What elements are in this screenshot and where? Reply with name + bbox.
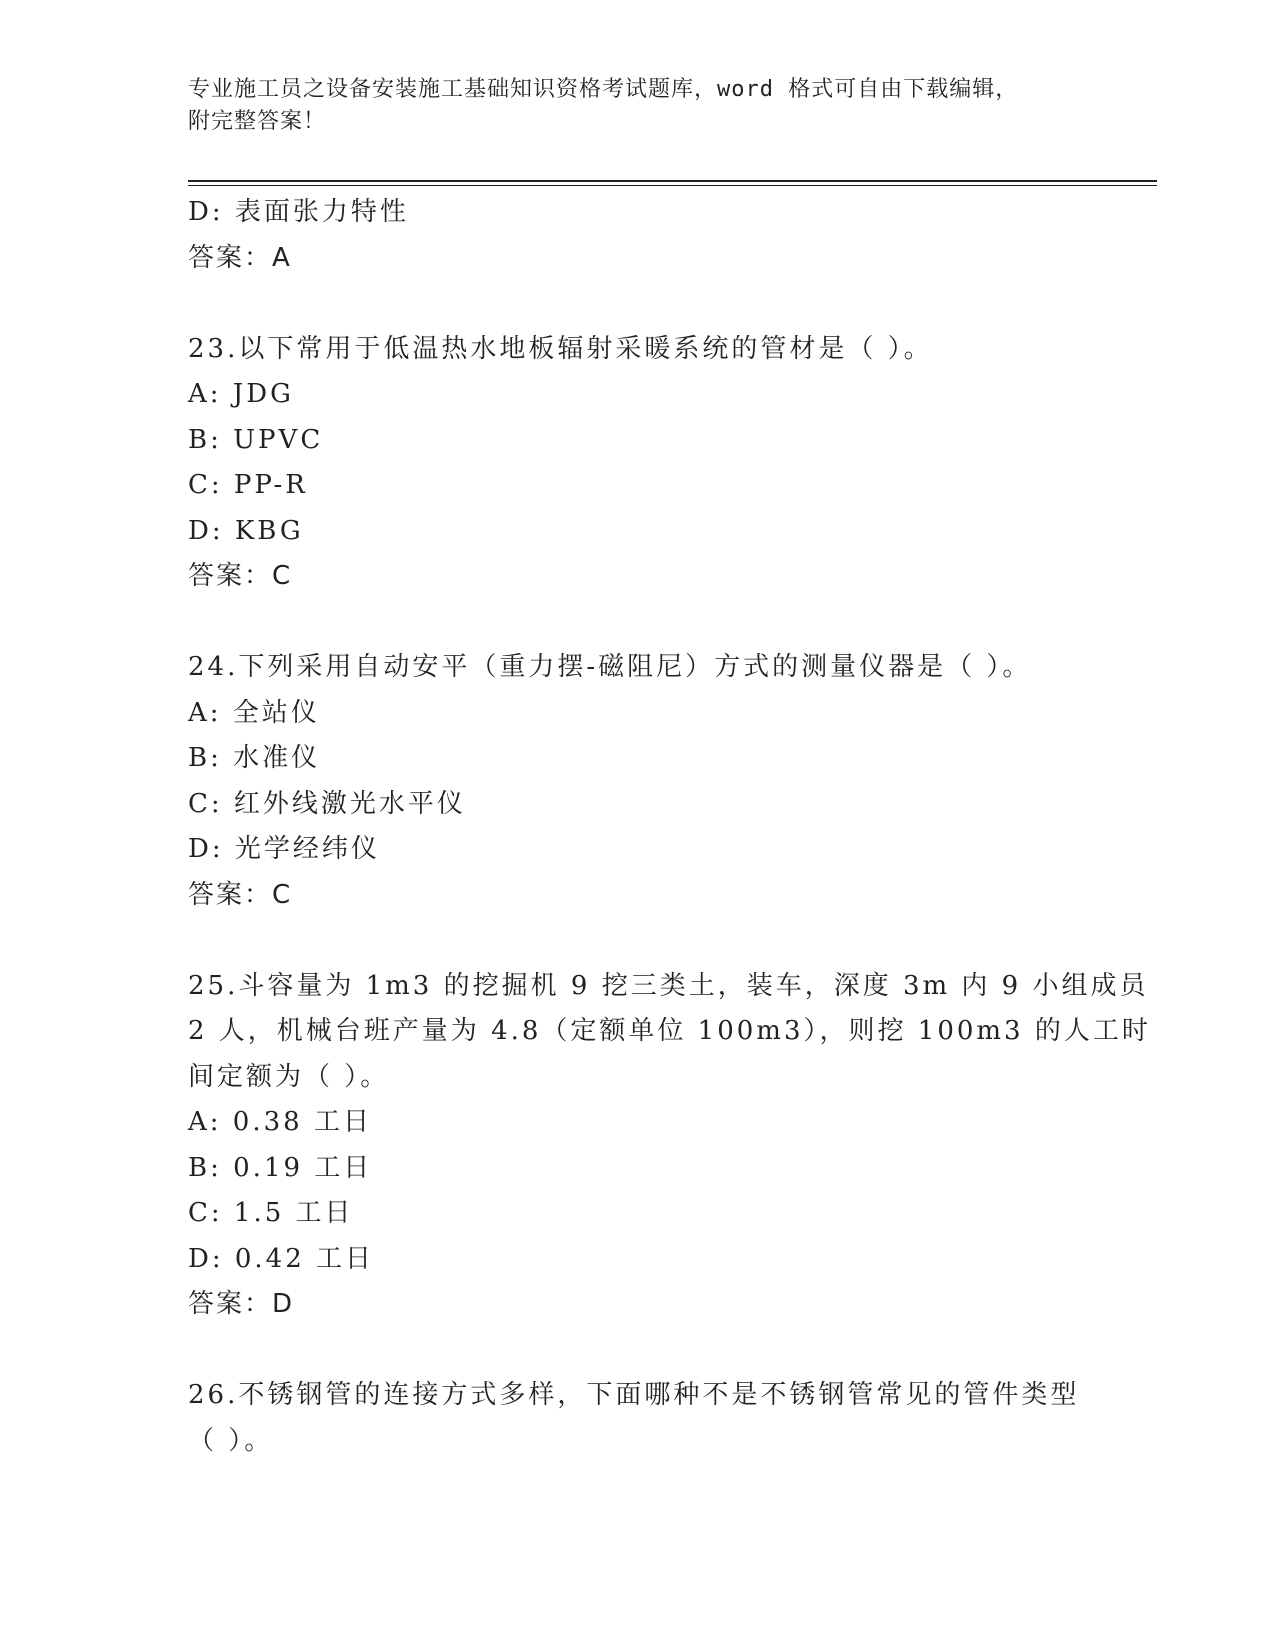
q25-option-d: D: 0.42 工日	[188, 1243, 375, 1274]
q23-option-a: A: JDG	[188, 379, 294, 409]
header-line-2: 附完整答案！	[188, 109, 327, 134]
q25-stem-line-2: 2 人，机械台班产量为 4.8（定额单位 100m3），则挖 100m3 的人工时	[188, 1016, 1151, 1046]
q23-answer: 答案：C	[188, 561, 293, 591]
q23-option-b: B: UPVC	[188, 424, 324, 455]
q25-stem-line-1: 25.斗容量为 1m3 的挖掘机 9 挖三类土，装车，深度 3m 内 9 小组成员	[188, 970, 1149, 1001]
q24-option-b: B: 水准仪	[188, 743, 321, 773]
q25-option-b: B: 0.19 工日	[188, 1152, 373, 1183]
q23-option-c: C: PP-R	[188, 470, 308, 500]
q24-option-a: A: 全站仪	[188, 697, 320, 728]
q24-option-d: D: 光学经纬仪	[188, 834, 380, 864]
header-rule-thick	[188, 180, 1157, 182]
spacer	[188, 600, 1088, 646]
q22-answer: 答案：A	[188, 242, 292, 273]
q25-option-c: C: 1.5 工日	[188, 1198, 354, 1228]
q23-option-d: D: KBG	[188, 515, 304, 546]
document-header	[188, 74, 1088, 138]
question-body	[188, 190, 1151, 1464]
spacer	[188, 1328, 1088, 1374]
q25-answer: 答案：D	[188, 1289, 295, 1319]
q26-stem-line-2: （ ）。	[188, 1425, 274, 1456]
q24-option-c: C: 红外线激光水平仪	[188, 788, 466, 819]
q23-stem: 23.以下常用于低温热水地板辐射采暖系统的管材是（ ）。	[188, 333, 933, 364]
q24-answer: 答案：C	[188, 879, 293, 910]
q25-stem-line-3: 间定额为（ ）。	[188, 1061, 390, 1092]
q22-option-d: D: 表面张力特性	[188, 197, 409, 227]
q26-stem-line-1: 26.不锈钢管的连接方式多样，下面哪种不是不锈钢管常见的管件类型	[188, 1380, 1080, 1410]
spacer	[188, 918, 1088, 964]
spacer	[188, 281, 1088, 327]
header-rule-thin	[188, 185, 1157, 186]
header-line-1: 专业施工员之设备安装施工基础知识资格考试题库，word 格式可自由下载编辑，	[188, 77, 1019, 102]
q25-option-a: A: 0.38 工日	[188, 1107, 372, 1137]
q24-stem: 24.下列采用自动安平（重力摆-磁阻尼）方式的测量仪器是（ ）。	[188, 652, 1032, 682]
